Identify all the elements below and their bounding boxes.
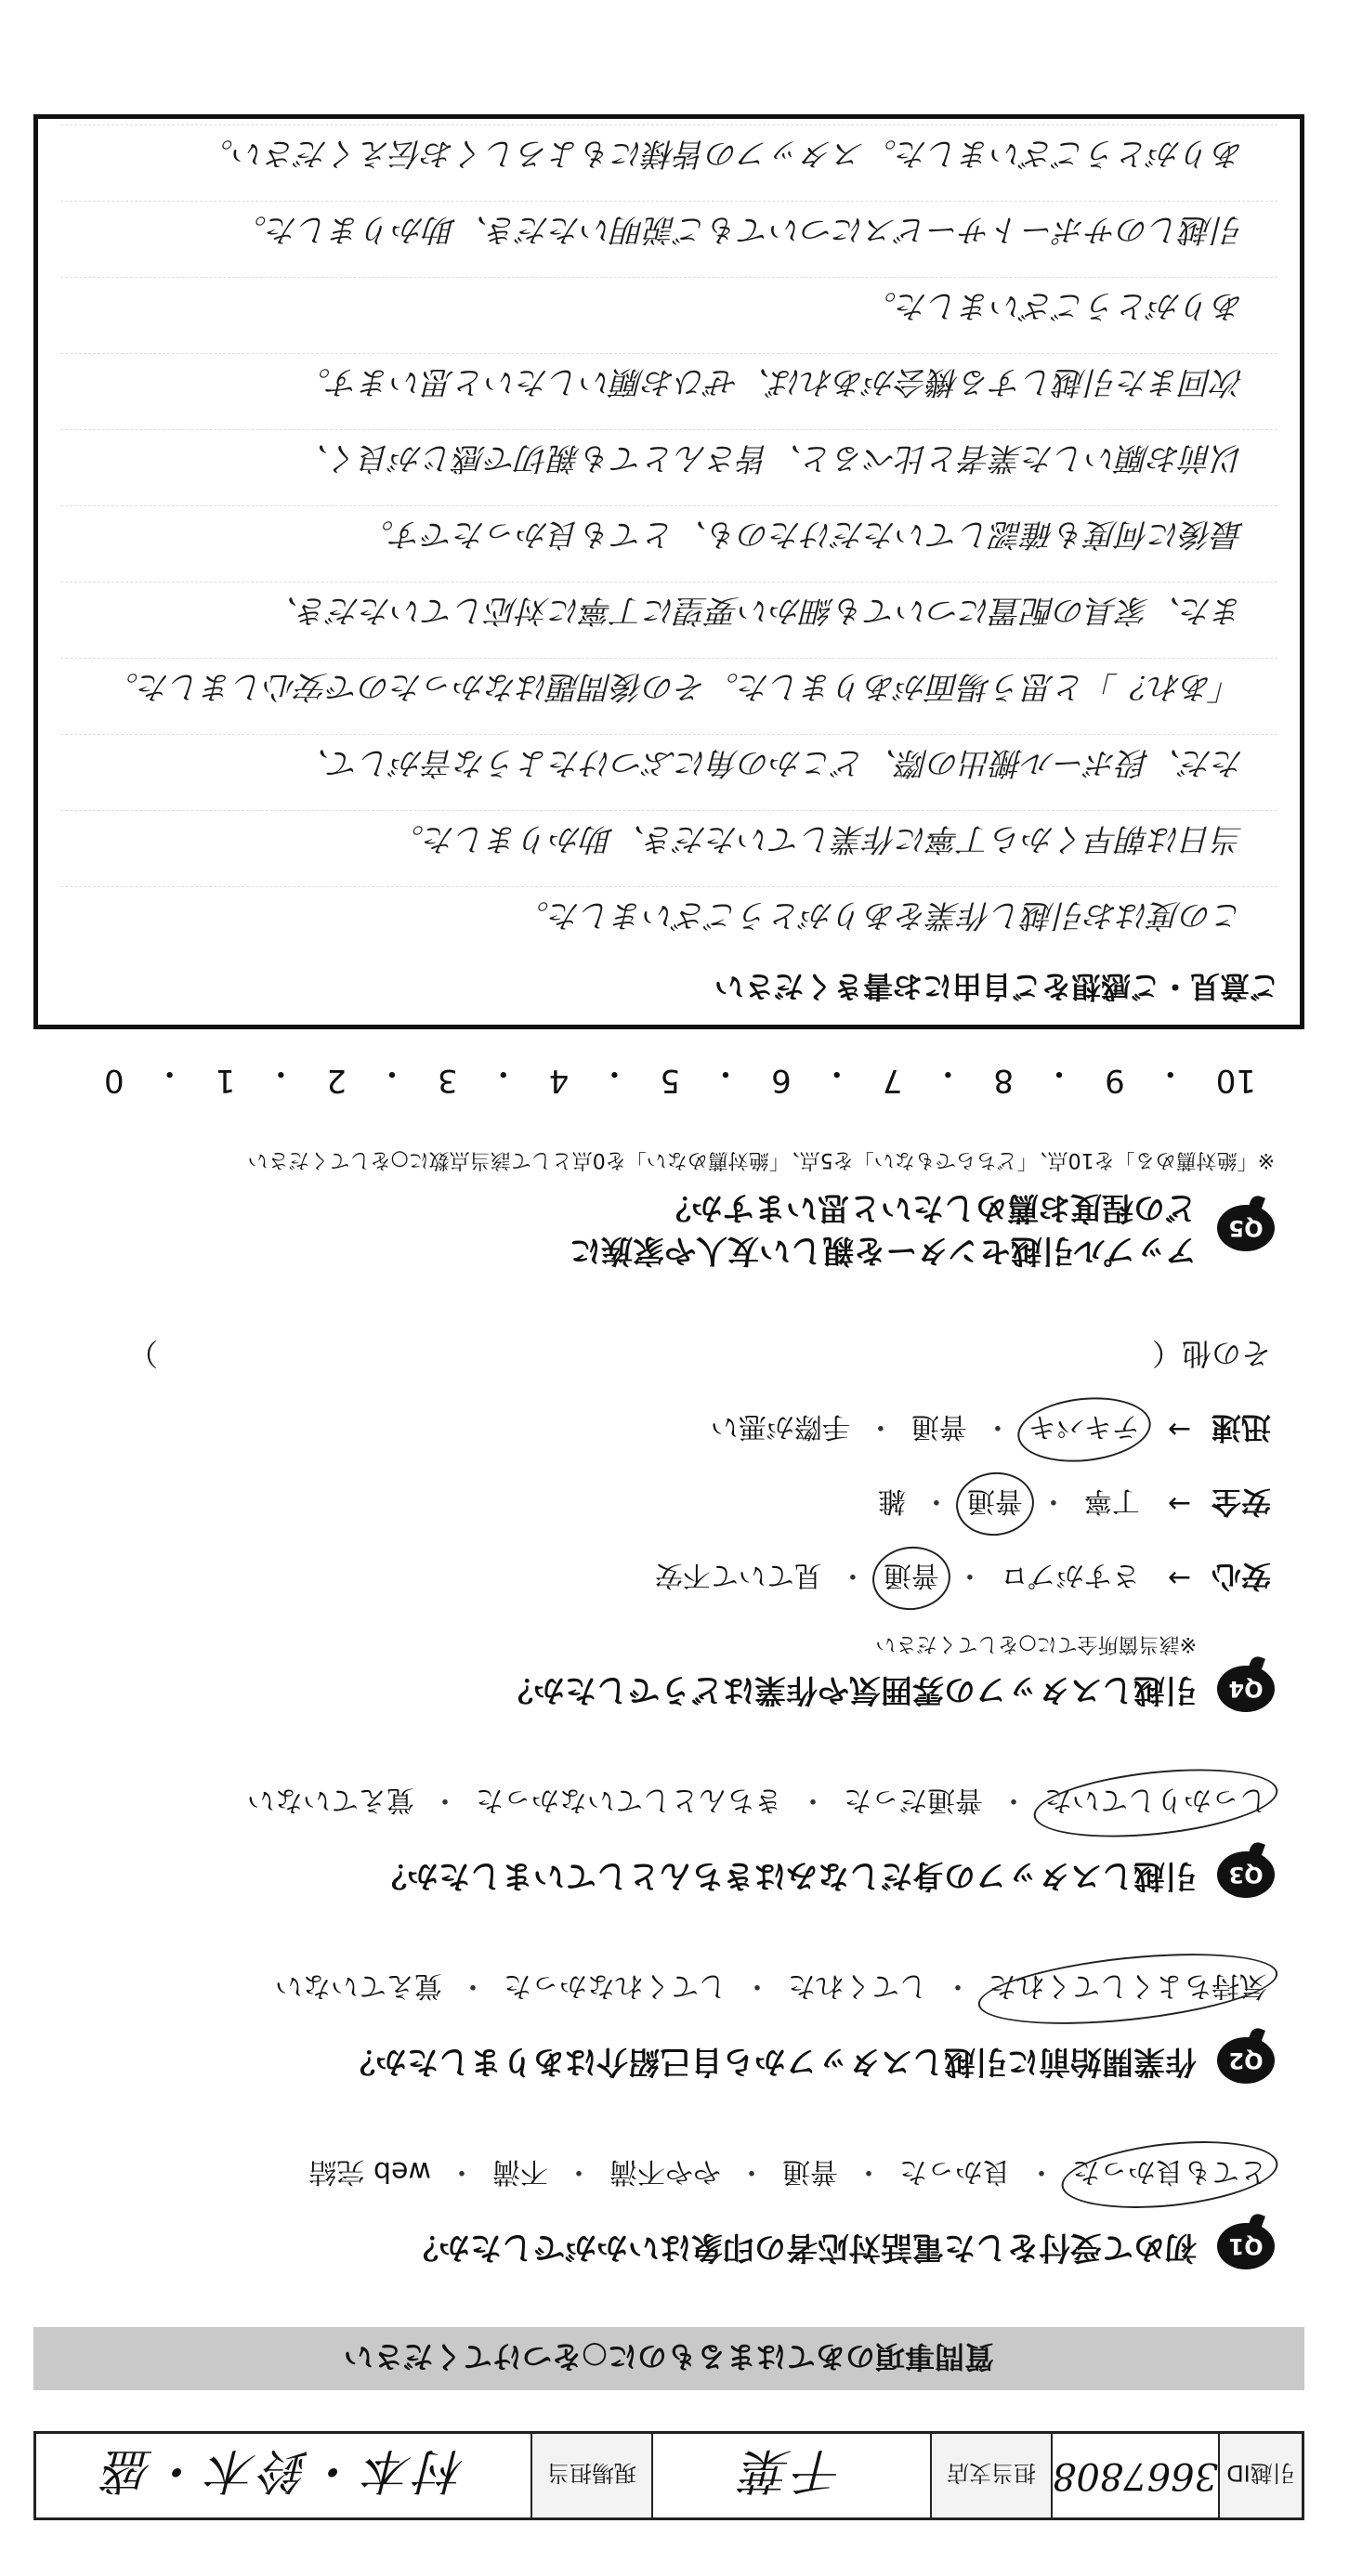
q2-options: [67, 1968, 1271, 2009]
option-separator: ・: [955, 1559, 984, 1591]
option-separator: ・: [565, 2155, 593, 2188]
q5-text-line1: アップル引越センターを親しい友人や家族に: [570, 1232, 1197, 1269]
arrow-icon: →: [1167, 1413, 1191, 1446]
scale-point[interactable]: 8: [993, 1062, 1015, 1099]
option-separator: ・: [738, 2155, 766, 2188]
q1-options: [67, 2154, 1271, 2195]
scale-point[interactable]: 3: [438, 1062, 458, 1099]
q4-text: 引越しスタッフの雰囲気や作業はどうでしたか？: [502, 1670, 1197, 1708]
scale-separator: ・: [1154, 1054, 1186, 1092]
answer-option[interactable]: とても良かった: [1068, 2154, 1271, 2195]
q2-badge: Q2: [1217, 2037, 1275, 2084]
question-5: [67, 1147, 1275, 1271]
answer-option[interactable]: 覚えていない: [275, 1969, 442, 2002]
comment-line: この度はお引越し作業をありがとうございました。: [517, 896, 1244, 934]
comment-line: ただ、段ボール搬出の際、どこかの角にぶつけたような音がして、: [297, 744, 1244, 781]
scale-separator: ・: [932, 1054, 964, 1092]
scale-point[interactable]: 7: [882, 1062, 903, 1099]
header-table: [33, 2431, 1304, 2520]
arrow-icon: →: [1167, 1487, 1191, 1521]
option-separator: ・: [1039, 1484, 1067, 1517]
question-1: [67, 2154, 1275, 2269]
comment-rule: [60, 734, 1277, 735]
branch-label: 担当支店: [930, 2434, 1051, 2517]
answer-option[interactable]: 普通: [782, 2155, 838, 2188]
scale-point[interactable]: 9: [1105, 1062, 1125, 1099]
scale-point[interactable]: 1: [215, 1062, 236, 1099]
scale-separator: ・: [376, 1054, 409, 1092]
comment-line: 引越しのサポートサービスについてもご説明いただき、助かりました。: [235, 211, 1244, 248]
comment-line: ありがとうございました。: [865, 287, 1244, 324]
answer-option[interactable]: してくれた: [788, 1969, 927, 2002]
answer-option[interactable]: 気持ちよくしてくれた: [985, 1968, 1271, 2009]
answer-option[interactable]: きちんとしていなかった: [476, 1784, 782, 1816]
comment-line: 「あれ？」と思う場面がありました。その後問題はなかったので安心しました。: [107, 668, 1244, 705]
q4-badge: Q4: [1217, 1666, 1275, 1712]
comment-rule: [60, 658, 1277, 659]
q3-badge: Q3: [1217, 1851, 1275, 1898]
comment-rule: [60, 277, 1277, 278]
option-separator: ・: [855, 2155, 883, 2188]
question-3: [67, 1783, 1275, 1898]
answer-option[interactable]: 普通: [880, 1558, 943, 1599]
q4-row-anshin: [67, 1557, 1271, 1600]
comment-rule: [60, 353, 1277, 354]
answer-option[interactable]: テキパキ: [1025, 1409, 1144, 1450]
option-separator: ・: [922, 1484, 950, 1517]
answer-option[interactable]: 雑: [877, 1484, 906, 1517]
answer-option[interactable]: 丁寧: [1083, 1484, 1140, 1517]
q4-other-label: その他（: [1151, 1336, 1271, 1371]
answer-option[interactable]: 良かった: [899, 2155, 1011, 2188]
option-separator: ・: [983, 1410, 1012, 1443]
option-separator: ・: [743, 1969, 771, 2002]
option-separator: ・: [448, 2155, 476, 2188]
comment-line: 次回また引越しする機会があれば、ぜひお願いしたいと思います。: [298, 363, 1244, 400]
q4-row-jinsoku: [67, 1408, 1271, 1451]
id-label: 引越ID: [1218, 2434, 1302, 2517]
q4-other-close: ）: [128, 1336, 159, 1371]
comment-rule: [60, 124, 1277, 125]
option-separator: ・: [1028, 2155, 1055, 2188]
answer-option[interactable]: 手際が悪い: [710, 1410, 850, 1443]
option-separator: ・: [838, 1559, 867, 1591]
question-4: [67, 1334, 1275, 1712]
answer-option[interactable]: 普通だった: [844, 1784, 983, 1816]
answer-option[interactable]: さすがプロ: [1000, 1559, 1140, 1591]
scale-separator: ・: [820, 1054, 853, 1092]
scale-point[interactable]: 0: [104, 1062, 124, 1099]
staff-label: 現場担当: [530, 2434, 651, 2517]
branch-value: [651, 2434, 930, 2517]
option-separator: ・: [459, 1969, 487, 2002]
scale-separator: ・: [1043, 1054, 1076, 1092]
q4-row-label: 安全: [1211, 1484, 1271, 1520]
survey-title: 質問事項のあてはまるものに○をつけてください: [33, 2327, 1304, 2390]
comment-box: [33, 114, 1304, 1029]
option-separator: ・: [866, 1410, 895, 1443]
scale-point[interactable]: 10: [1215, 1062, 1256, 1099]
q1-badge: Q1: [1217, 2223, 1275, 2269]
q1-text: 初めて受付をした電話対応者の印象はいかがでしたか？: [407, 2228, 1197, 2266]
q4-row-anzen: [67, 1483, 1271, 1525]
q4-note: ※該当箇所全てに○をしてください: [875, 1632, 1197, 1655]
answer-option[interactable]: やや不満: [609, 2155, 721, 2188]
comment-line: 当日は朝早くから丁寧に作業していただき、助かりました。: [392, 820, 1244, 857]
comment-line: 以前お願いした業者と比べると、皆さんとても親切で感じが良く、: [296, 439, 1244, 477]
scale-separator: ・: [487, 1054, 519, 1092]
q2-text: 作業開始前に引越しスタッフから自己紹介はありましたか？: [344, 2042, 1197, 2080]
comment-rule: [60, 201, 1277, 202]
q5-text-line2: どの程度お薦めしたいと思いますか？: [660, 1189, 1197, 1227]
answer-option[interactable]: 覚えていない: [247, 1784, 414, 1816]
q4-other-row: [128, 1334, 1271, 1377]
answer-option[interactable]: 不満: [492, 2155, 548, 2188]
option-separator: ・: [799, 1784, 827, 1816]
answer-option[interactable]: 見ていて不安: [654, 1559, 822, 1591]
question-2: [67, 1968, 1275, 2084]
comment-line: 最後に何度も確認していただけたのも、とても良かったです。: [361, 516, 1244, 553]
staff-value: [36, 2434, 530, 2517]
option-separator: ・: [1000, 1784, 1028, 1816]
comment-rule: [60, 810, 1277, 811]
id-value-text: 3667808: [1052, 2454, 1219, 2497]
comment-title: ご意見・ご感想をご自由にお書きください: [714, 969, 1279, 1004]
q4-row-options: [707, 1409, 1144, 1450]
q3-options: [67, 1783, 1271, 1824]
scale-separator: ・: [153, 1054, 186, 1092]
answer-option[interactable]: しっかりしていた: [1041, 1783, 1271, 1824]
scale-separator: ・: [265, 1054, 297, 1092]
q4-row-options: [651, 1558, 1144, 1599]
comment-rule: [60, 886, 1277, 887]
answer-option[interactable]: 普通: [910, 1410, 967, 1443]
option-separator: ・: [944, 1969, 972, 2002]
answer-option[interactable]: してくれなかった: [504, 1969, 727, 2002]
q3-text: 引越しスタッフの身だしなみはきちんとしていましたか？: [375, 1856, 1197, 1894]
comment-line: ありがとうございました。スタッフの皆様にもよろしくお伝えください。: [202, 135, 1244, 172]
comment-rule: [60, 429, 1277, 430]
answer-option[interactable]: web 完結: [308, 2155, 431, 2188]
comment-line: また、家具の配置についても細かい要望に丁寧に対応していただき、: [267, 592, 1244, 629]
scale-point[interactable]: 2: [326, 1062, 347, 1099]
q5-badge: Q5: [1217, 1205, 1275, 1251]
option-separator: ・: [431, 1784, 459, 1816]
q5-note: ※「絶対薦める」を10点、「どちらでもない」を5点、「絶対薦めない」を0点として該当点数に○をしてください: [247, 1148, 1275, 1172]
scale-point[interactable]: 6: [771, 1062, 792, 1099]
scale-separator: ・: [710, 1054, 742, 1092]
q4-row-options: [874, 1484, 1144, 1524]
scale-point[interactable]: 4: [548, 1062, 570, 1099]
q4-row-label: 迅速: [1211, 1410, 1271, 1445]
arrow-icon: →: [1167, 1562, 1191, 1595]
scale-separator: ・: [598, 1054, 631, 1092]
id-value: [1051, 2434, 1218, 2517]
comment-rule: [60, 505, 1277, 506]
scale-point[interactable]: 5: [660, 1062, 681, 1099]
q5-scale: [104, 1053, 1256, 1099]
staff-value-text: 村本・鈴木・盛: [101, 2442, 466, 2499]
answer-option[interactable]: 普通: [963, 1484, 1027, 1524]
branch-value-text: 千葉: [740, 2442, 845, 2499]
q4-row-label: 安心: [1211, 1559, 1271, 1594]
